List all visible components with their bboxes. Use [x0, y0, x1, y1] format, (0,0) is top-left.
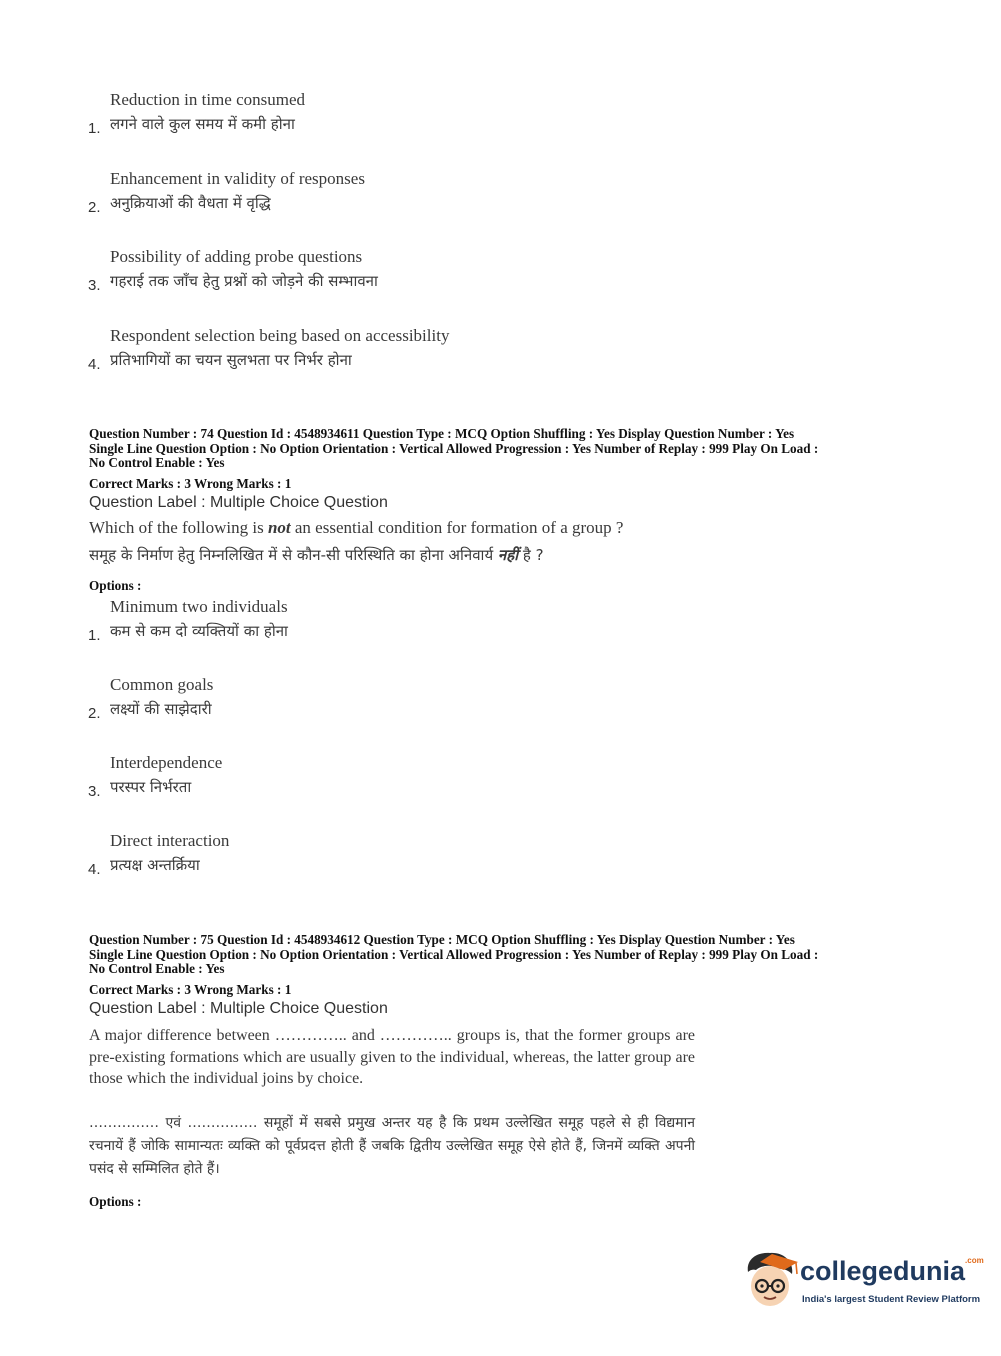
- q74-meta-line-3: No Control Enable : Yes: [89, 455, 225, 471]
- option-text-hi: अनुक्रियाओं की वैधता में वृद्धि: [110, 194, 271, 212]
- q75-meta-line-1: Question Number : 75 Question Id : 4548934612 Question Type : MCQ Option Shuffling : Yes Display Question Number : Yes: [89, 932, 795, 947]
- q75-question-text-hi: …………… एवं …………… समूहों में सबसे प्रमुख अन्तर यह है कि प्रथम उल्लेखित समूह पहले से ही विद्यमान रचनायें हैं जोकि सामान्यतः व्यक्ति को पूर्वप्रदत्त होती हैं जबकि द्वितीय उल्लेखित समूह ऐसे होते हैं, जिनमें व्यक्ति अपनी पसंद से सम्मिलित होते हैं।: [89, 1115, 695, 1177]
- q75-question-text-en: A major difference between ………….. and ………….. groups is, that the former groups are pre-existing formations which are usually given to the individual, whereas, the latter group are those which the individual joins by choice.: [89, 1027, 695, 1087]
- q74-question-text-hi: समूह के निर्माण हेतु निम्नलिखित में से कौन-सी परिस्थिति का होना अनिवार्य नहीं है ?: [89, 546, 544, 564]
- q74-question-label: Question Label : Multiple Choice Question: [89, 494, 388, 511]
- q75-options-label: Options :: [89, 1194, 142, 1209]
- option-text-en: Interdependence: [110, 753, 223, 772]
- q74-meta-line-1: Question Number : 74 Question Id : 4548934611 Question Type : MCQ Option Shuffling : Yes Display Question Number : Yes: [89, 426, 795, 441]
- q74-options-label: Options :: [89, 578, 142, 593]
- q74-metadata: [89, 427, 929, 471]
- q75-marks: Correct Marks : 3 Wrong Marks : 1: [89, 982, 292, 997]
- q75-question-label: Question Label : Multiple Choice Question: [89, 1000, 388, 1017]
- q74-meta-line-2: Single Line Question Option : No Option Orientation : Vertical Allowed Progression : Yes Number of Replay : 999 Play On Load :: [89, 440, 819, 456]
- mascot-icon: [742, 1250, 800, 1312]
- option-text-hi: प्रतिभागियों का चयन सुलभता पर निर्भर होना: [110, 351, 352, 369]
- option-text-en: Possibility of adding probe questions: [110, 247, 363, 266]
- option-text-en: Reduction in time consumed: [110, 90, 305, 109]
- q74-question-text-en: Which of the following is not an essential condition for formation of a group ?: [89, 518, 624, 537]
- option-number: 2.: [88, 705, 101, 722]
- option-text-en: Respondent selection being based on accessibility: [110, 326, 450, 345]
- option-text-hi: लक्ष्यों की साझेदारी: [110, 700, 212, 718]
- option-number: 3.: [88, 277, 101, 294]
- collegedunia-logo: [742, 1248, 984, 1318]
- q75-metadata: [89, 933, 929, 977]
- option-text-hi: गहराई तक जाँच हेतु प्रश्नों को जोड़ने की सम्भावना: [110, 272, 378, 290]
- option-text-en: Minimum two individuals: [110, 597, 288, 616]
- q75-meta-line-3: No Control Enable : Yes: [89, 961, 225, 977]
- q74-marks: Correct Marks : 3 Wrong Marks : 1: [89, 476, 292, 491]
- option-text-hi: कम से कम दो व्यक्तियों का होना: [110, 622, 288, 640]
- option-number: 4.: [88, 356, 101, 373]
- option-text-en: Direct interaction: [110, 831, 230, 850]
- option-number: 1.: [88, 120, 101, 137]
- option-text-hi: प्रत्यक्ष अन्तर्क्रिया: [110, 856, 200, 874]
- option-number: 2.: [88, 199, 101, 216]
- brand-tagline: India's largest Student Review Platform: [802, 1294, 981, 1305]
- q75-meta-line-2: Single Line Question Option : No Option Orientation : Vertical Allowed Progression : Yes Number of Replay : 999 Play On Load :: [89, 946, 819, 962]
- option-text-hi: लगने वाले कुल समय में कमी होना: [110, 115, 295, 133]
- option-text-en: Common goals: [110, 675, 214, 694]
- option-number: 3.: [88, 783, 101, 800]
- option-number: 1.: [88, 627, 101, 644]
- option-text-hi: परस्पर निर्भरता: [110, 778, 192, 796]
- option-number: 4.: [88, 861, 101, 878]
- option-text-en: Enhancement in validity of responses: [110, 169, 365, 188]
- brand-name: collegedunia$^{.com}$: [800, 1256, 984, 1286]
